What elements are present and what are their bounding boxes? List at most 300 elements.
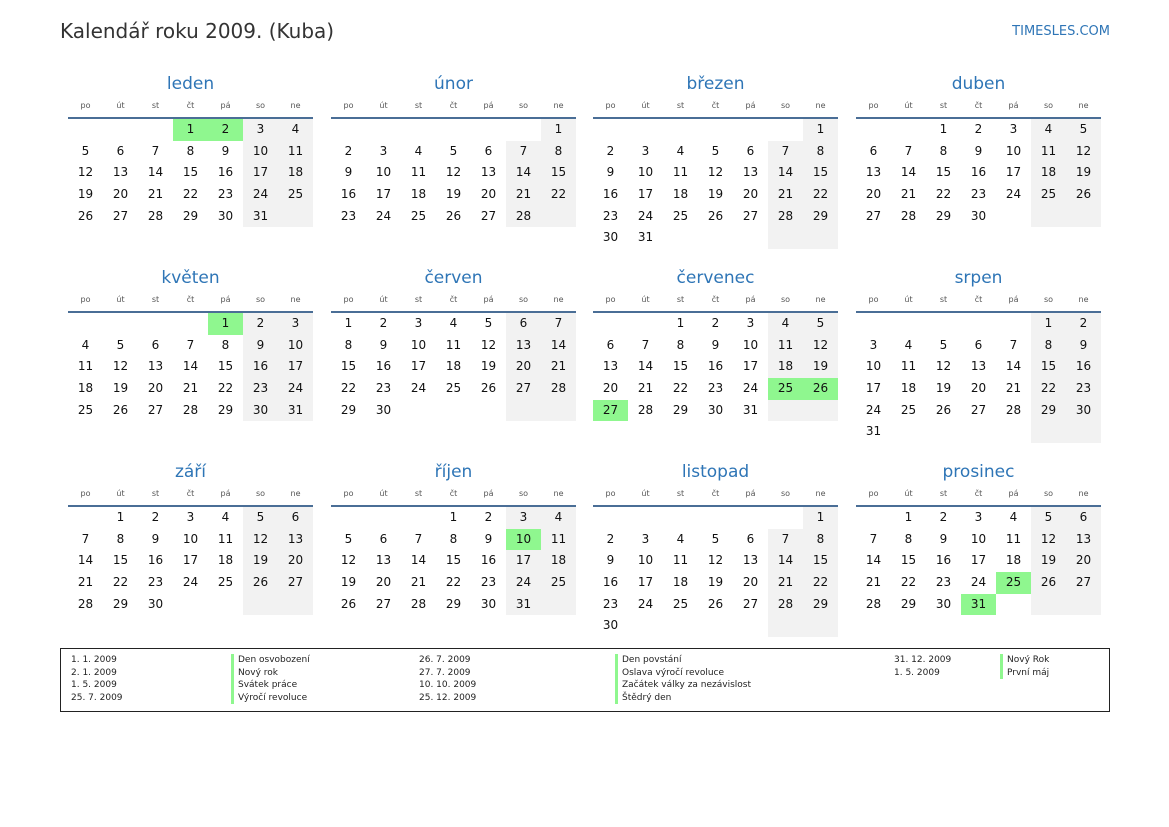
day-cell: 21 [768,184,803,206]
day-cell: 28 [1005,402,1022,417]
weekday-header: po [856,293,891,313]
day-cell: 24 [410,381,427,396]
day-cell: 15 [217,359,234,374]
weekday-header: so [1031,487,1066,507]
legend-date: 31. 12. 2009 [894,655,952,665]
day-cell: 25 [77,402,94,417]
legend-name-column [231,654,310,704]
day-cell: 8 [449,531,458,546]
day-cell: 28 [147,208,164,223]
legend-holiday-name: Začátek války za nezávislost [615,679,751,692]
day-cell: 8 [676,337,685,352]
day-cell: 22 [541,184,576,206]
holiday-day: 26 [803,378,838,400]
day-cell: 5 [711,531,720,546]
day-cell: 27 [112,208,129,223]
day-cell: 23 [375,381,392,396]
day-cell: 12 [1066,141,1101,163]
day-cell: 1 [939,122,948,136]
weekday-header: ne [1066,293,1101,313]
empty-cell [593,313,628,335]
weekday-header: st [138,487,173,507]
legend-holiday-name: Nový Rok [1000,654,1049,667]
day-cell: 14 [637,359,654,374]
day-cell: 11 [768,335,803,357]
weekday-header: st [401,99,436,119]
empty-cell [996,206,1031,228]
weekday-header: st [663,487,698,507]
empty-cell [733,227,768,249]
empty-cell [768,400,803,422]
day-cell: 13 [147,359,164,374]
day-cell: 25 [672,208,689,223]
weekday-header: po [856,487,891,507]
day-cell: 21 [506,184,541,206]
day-cell: 3 [506,507,541,529]
weekday-header: út [366,487,401,507]
day-cell: 23 [602,208,619,223]
day-cell: 22 [445,575,462,590]
day-cell: 6 [379,531,388,546]
empty-cell [698,227,733,249]
empty-cell [733,507,768,529]
day-cell: 31 [742,402,759,417]
weekday-header: po [593,293,628,313]
day-cell: 20 [1066,550,1101,572]
legend-holiday-name: První máj [1000,667,1049,680]
legend-date: 10. 10. 2009 [419,680,477,691]
month-3 [856,72,1101,227]
weekday-header: po [331,99,366,119]
day-cell: 9 [606,553,615,568]
day-cell: 18 [672,575,689,590]
weekday-header: pá [208,487,243,507]
day-cell: 5 [449,143,458,158]
day-cell: 26 [1066,184,1101,206]
day-cell: 22 [112,575,129,590]
day-cell: 18 [278,162,313,184]
day-cell: 27 [480,208,497,223]
day-cell: 29 [900,596,917,611]
empty-cell [278,206,313,228]
weekday-header: pá [208,99,243,119]
day-cell: 21 [182,381,199,396]
day-cell: 18 [77,381,94,396]
weekday-header: ne [803,293,838,313]
day-cell: 16 [480,553,497,568]
weekday-header: út [103,487,138,507]
legend-holiday-name: Den povstání [615,654,751,667]
day-cell: 13 [506,335,541,357]
day-cell: 21 [77,575,94,590]
day-cell: 6 [151,337,160,352]
day-cell: 13 [865,165,882,180]
weekday-header: ne [1066,99,1101,119]
weekday-header: pá [733,99,768,119]
day-cell: 7 [151,143,160,158]
day-cell: 23 [602,596,619,611]
empty-cell [891,313,926,335]
day-cell: 22 [935,187,952,202]
day-cell: 11 [445,337,462,352]
empty-cell [68,313,103,335]
day-cell: 3 [869,337,878,352]
day-cell: 2 [484,510,493,524]
weekday-header: so [768,293,803,313]
weekday-header: po [856,99,891,119]
weekday-header: pá [996,99,1031,119]
legend-name-column [615,654,751,704]
day-cell: 17 [182,553,199,568]
weekday-header: út [366,293,401,313]
month-name: únor [434,74,473,94]
day-cell: 7 [869,531,878,546]
day-cell: 17 [375,187,392,202]
weekday-header: ne [1066,487,1101,507]
day-cell: 13 [1066,529,1101,551]
weekday-header: pá [996,487,1031,507]
day-cell: 23 [147,575,164,590]
day-cell: 13 [742,165,759,180]
day-cell: 23 [970,187,987,202]
month-name: leden [166,74,215,94]
day-cell: 20 [970,381,987,396]
month-name: říjen [434,462,473,482]
month-day-grid [593,487,838,637]
weekday-header: ne [803,99,838,119]
day-cell: 12 [480,337,497,352]
weekday-header: so [1031,99,1066,119]
weekday-header: ne [541,99,576,119]
day-cell: 27 [742,596,759,611]
empty-cell [961,421,996,443]
day-cell: 27 [375,596,392,611]
empty-cell [628,615,663,637]
weekday-header: čt [173,487,208,507]
day-cell: 4 [221,510,230,524]
weekday-header: čt [961,293,996,313]
day-cell: 10 [970,531,987,546]
day-cell: 18 [1005,553,1022,568]
page-title: Kalendář roku 2009. (Kuba) [60,19,335,43]
day-cell: 6 [746,531,755,546]
day-cell: 11 [77,359,94,374]
empty-cell [541,400,576,422]
day-cell: 17 [410,359,427,374]
day-cell: 1 [116,510,125,524]
empty-cell [663,507,698,529]
day-cell: 20 [112,187,129,202]
brand-link[interactable]: TIMESLES.COM [1012,24,1110,39]
day-cell: 1 [449,510,458,524]
day-cell: 12 [803,335,838,357]
empty-cell [138,313,173,335]
empty-cell [103,313,138,335]
weekday-header: čt [173,293,208,313]
day-cell: 28 [768,594,803,616]
day-cell: 30 [480,596,497,611]
weekday-header: st [401,487,436,507]
legend-holiday-name: Svátek práce [231,679,310,692]
day-cell: 25 [278,184,313,206]
month-name: květen [161,268,220,288]
day-cell: 1 [676,316,685,330]
empty-cell [506,400,541,422]
weekday-header: so [243,99,278,119]
day-cell: 4 [81,337,90,352]
day-cell: 16 [970,165,987,180]
day-cell: 10 [637,553,654,568]
empty-cell [926,313,961,335]
day-cell: 29 [217,402,234,417]
month-day-grid [856,99,1101,227]
day-cell: 8 [1031,335,1066,357]
weekday-header: ne [803,487,838,507]
legend-date-column [71,654,123,704]
day-cell: 18 [541,550,576,572]
weekday-header: čt [436,99,471,119]
empty-cell [541,594,576,616]
empty-cell [961,313,996,335]
legend-name-column [1000,654,1049,679]
month-day-grid [331,293,576,421]
day-cell: 11 [1005,531,1022,546]
day-cell: 24 [742,381,759,396]
day-cell: 17 [970,553,987,568]
day-cell: 27 [742,208,759,223]
day-cell: 9 [151,531,160,546]
day-cell: 9 [243,335,278,357]
day-cell: 14 [865,553,882,568]
month-9 [331,460,576,615]
day-cell: 31 [637,230,654,245]
empty-cell [436,119,471,141]
day-cell: 31 [243,206,278,228]
weekday-header: po [68,293,103,313]
legend-date: 2. 1. 2009 [71,667,117,678]
day-cell: 1 [1031,313,1066,335]
day-cell: 19 [803,356,838,378]
day-cell: 27 [278,572,313,594]
day-cell: 9 [606,165,615,180]
day-cell: 10 [182,531,199,546]
day-cell: 30 [375,402,392,417]
empty-cell [663,227,698,249]
day-cell: 17 [637,187,654,202]
empty-cell [733,119,768,141]
day-cell: 16 [375,359,392,374]
month-1 [331,72,576,227]
day-cell: 5 [484,316,493,330]
day-cell: 30 [147,596,164,611]
day-cell: 31 [278,400,313,422]
weekday-header: pá [733,293,768,313]
day-cell: 19 [935,381,952,396]
empty-cell [628,119,663,141]
day-cell: 20 [742,575,759,590]
weekday-header: čt [961,99,996,119]
month-4 [68,266,313,421]
day-cell: 26 [707,208,724,223]
empty-cell [768,227,803,249]
weekday-header: út [628,99,663,119]
empty-cell [278,594,313,616]
empty-cell [996,313,1031,335]
day-cell: 19 [1066,162,1101,184]
day-cell: 25 [541,572,576,594]
day-cell: 15 [803,550,838,572]
day-cell: 11 [217,531,234,546]
day-cell: 26 [707,596,724,611]
holiday-legend [60,648,1110,712]
month-name: srpen [954,268,1003,288]
holiday-day: 2 [208,119,243,141]
month-day-grid [856,487,1101,615]
day-cell: 22 [340,381,357,396]
day-cell: 20 [602,381,619,396]
day-cell: 12 [112,359,129,374]
day-cell: 17 [865,381,882,396]
empty-cell [366,119,401,141]
day-cell: 10 [742,337,759,352]
day-cell: 8 [904,531,913,546]
empty-cell [1066,421,1101,443]
month-name: prosinec [942,462,1015,482]
day-cell: 27 [147,402,164,417]
day-cell: 4 [904,337,913,352]
day-cell: 2 [711,316,720,330]
day-cell: 20 [375,575,392,590]
day-cell: 3 [414,316,423,330]
day-cell: 21 [1005,381,1022,396]
day-cell: 16 [340,187,357,202]
day-cell: 6 [1066,507,1101,529]
empty-cell [243,594,278,616]
day-cell: 7 [541,313,576,335]
day-cell: 29 [803,594,838,616]
weekday-header: út [628,293,663,313]
day-cell: 30 [217,208,234,223]
month-name: listopad [681,462,750,482]
day-cell: 26 [77,208,94,223]
day-cell: 16 [602,575,619,590]
month-name: červenec [676,268,755,288]
month-8 [68,460,313,615]
day-cell: 28 [637,402,654,417]
day-cell: 9 [1066,335,1101,357]
day-cell: 16 [147,553,164,568]
legend-date: 1. 5. 2009 [894,667,940,678]
empty-cell [996,594,1031,616]
weekday-header: st [138,293,173,313]
day-cell: 25 [1031,184,1066,206]
day-cell: 25 [445,381,462,396]
day-cell: 15 [340,359,357,374]
day-cell: 6 [506,313,541,335]
day-cell: 19 [340,575,357,590]
legend-date: 1. 5. 2009 [71,680,117,691]
day-cell: 12 [77,165,94,180]
day-cell: 13 [375,553,392,568]
empty-cell [856,507,891,529]
month-day-grid [68,293,313,421]
day-cell: 3 [379,143,388,158]
day-cell: 7 [904,143,913,158]
day-cell: 14 [1005,359,1022,374]
day-cell: 23 [243,378,278,400]
day-cell: 17 [1005,165,1022,180]
day-cell: 24 [278,378,313,400]
day-cell: 29 [935,208,952,223]
day-cell: 4 [541,507,576,529]
day-cell: 20 [278,550,313,572]
empty-cell [173,594,208,616]
legend-date-column [419,654,476,704]
day-cell: 10 [637,165,654,180]
weekday-header: pá [996,293,1031,313]
empty-cell [628,507,663,529]
empty-cell [856,119,891,141]
weekday-header: st [926,99,961,119]
day-cell: 22 [217,381,234,396]
day-cell: 17 [506,550,541,572]
day-cell: 13 [278,529,313,551]
empty-cell [698,119,733,141]
day-cell: 22 [803,572,838,594]
day-cell: 6 [974,337,983,352]
day-cell: 2 [606,143,615,158]
empty-cell [856,313,891,335]
month-name: září [174,462,207,482]
day-cell: 4 [1031,119,1066,141]
day-cell: 21 [865,575,882,590]
day-cell: 20 [147,381,164,396]
legend-date: 26. 7. 2009 [419,655,471,665]
day-cell: 6 [484,143,493,158]
weekday-header: pá [733,487,768,507]
day-cell: 15 [445,553,462,568]
day-cell: 5 [116,337,125,352]
day-cell: 12 [243,529,278,551]
day-cell: 9 [379,337,388,352]
day-cell: 27 [865,208,882,223]
empty-cell [891,119,926,141]
day-cell: 22 [182,187,199,202]
day-cell: 7 [81,531,90,546]
day-cell: 24 [865,402,882,417]
day-cell: 30 [1066,400,1101,422]
day-cell: 6 [606,337,615,352]
day-cell: 1 [904,510,913,524]
day-cell: 28 [506,206,541,228]
weekday-header: čt [698,99,733,119]
day-cell: 29 [1031,400,1066,422]
month-0 [68,72,313,227]
weekday-header: út [891,293,926,313]
day-cell: 29 [445,596,462,611]
day-cell: 1 [344,316,353,330]
day-cell: 9 [344,165,353,180]
weekday-header: ne [278,99,313,119]
day-cell: 19 [243,550,278,572]
weekday-header: st [401,293,436,313]
day-cell: 19 [707,575,724,590]
day-cell: 16 [707,359,724,374]
holiday-day: 1 [208,313,243,335]
empty-cell [891,421,926,443]
day-cell: 14 [147,165,164,180]
weekday-header: út [103,293,138,313]
